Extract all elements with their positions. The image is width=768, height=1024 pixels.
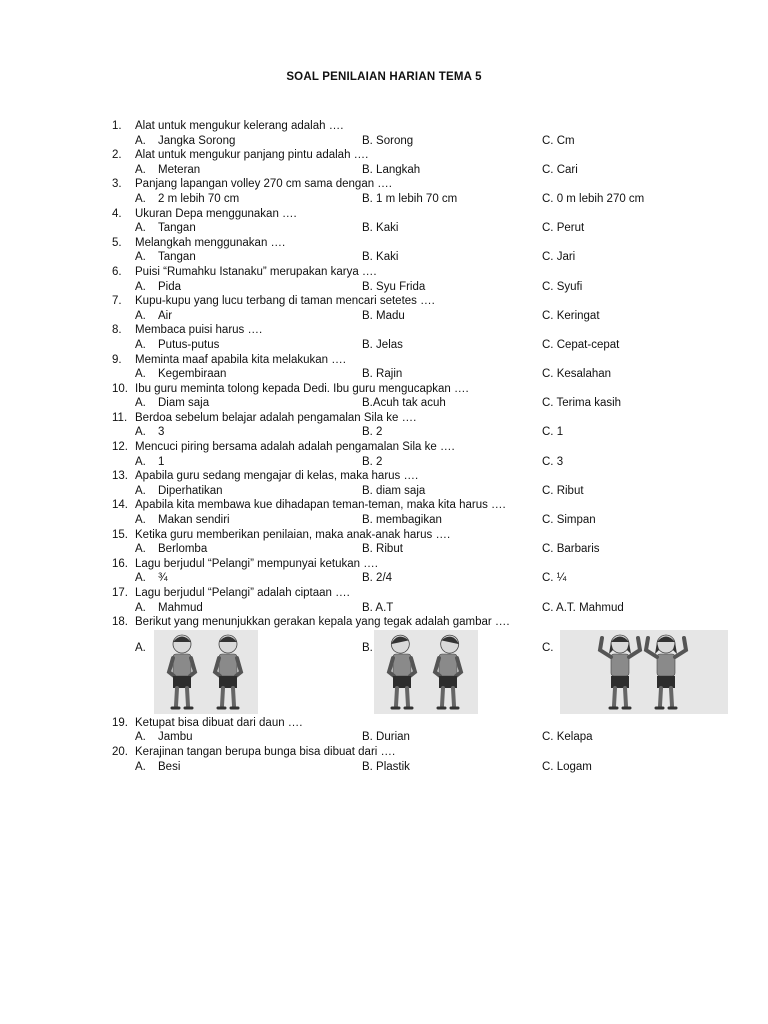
option-a-prefix: A. [135,731,146,744]
question-number: 1. [112,120,122,132]
option-b: B. 2 [362,426,383,439]
option-a: Berlomba [158,543,208,556]
question-row [112,382,752,397]
option-b: B. Kaki [362,251,399,264]
question-text: Ibu guru meminta tolong kepada Dedi. Ibu guru mengucapkan …. [135,382,469,395]
question-text: Lagu berjudul “Pelangi” adalah ciptaan …. [135,587,350,599]
answer-options [112,571,752,586]
option-c: C. Logam [542,760,592,773]
question-number: 11. [112,411,128,424]
question-text: Alat untuk mengukur panjang pintu adalah …. [135,149,369,162]
question-number: 14. [112,499,128,512]
question-text: Berikut yang menunjukkan gerakan kepala yang tegak adalah gambar …. [135,616,510,629]
option-c: C. 0 m lebih 270 cm [542,192,645,205]
option-b: B. Rajin [362,368,403,381]
option-a: Jangka Sorong [158,134,236,147]
option-a: Mahmud [158,601,203,614]
question-row [112,119,752,134]
question-text: Lagu berjudul “Pelangi” mempunyai ketukan …. [135,557,378,570]
question-number: 15. [112,528,128,541]
option-a-prefix: A. [135,368,146,381]
question-text: Puisi “Rumahku Istanaku” merupakan karya …. [135,265,377,278]
option-c: C. Cm [542,134,575,147]
question-row [112,207,752,222]
answer-options [112,455,752,470]
question-text: Membaca puisi harus …. [135,324,263,337]
picture-option-label: B. [362,641,373,654]
answer-options [112,338,752,353]
option-b: B. Langkah [362,163,421,176]
option-b: B. 2/4 [362,572,393,585]
option-a-prefix: A. [135,192,146,205]
option-a-prefix: A. [135,484,146,497]
answer-options [112,425,752,440]
option-a-prefix: A. [135,397,146,410]
question-text: Ketika guru memberikan penilaian, maka anak-anak harus …. [135,528,451,541]
answer-options [112,134,752,149]
answer-options [112,601,752,616]
option-a: Air [158,309,173,322]
question-number: 17. [112,587,128,599]
option-a: Diperhatikan [158,484,223,497]
option-a-prefix: A. [135,134,146,147]
question-number: 4. [112,207,122,220]
option-a: Putus-putus [158,338,220,351]
page-title: SOAL PENILAIAN HARIAN TEMA 5 [286,71,482,83]
option-c: C. Cari [542,163,578,176]
option-a-prefix: A. [135,280,146,293]
option-a: 2 m lebih 70 cm [158,192,240,205]
answer-options [112,484,752,499]
answer-options [112,250,752,265]
question-row [112,586,752,601]
question-row [112,745,752,760]
option-c: C. Keringat [542,309,600,322]
question-row [112,557,752,572]
option-a-prefix: A. [135,543,146,556]
option-c: C. Jari [542,251,576,264]
question-number: 6. [112,265,122,278]
question-text: Melangkah menggunakan …. [135,236,286,249]
question-row [112,615,752,630]
option-a: 3 [158,426,165,439]
children-posture-illustration [374,630,478,714]
question-text: Panjang lapangan volley 270 cm sama dengan …. [135,178,393,191]
option-b: B.Acuh tak acuh [362,397,446,410]
question-number: 20. [112,745,128,758]
option-a-prefix: A. [135,251,146,264]
question-row [112,323,752,338]
option-c: C. Cepat-cepat [542,338,620,351]
option-a-prefix: A. [135,222,146,235]
question-text: Ukuran Depa menggunakan …. [135,207,297,220]
question-text: Kerajinan tangan berupa bunga bisa dibuat dari …. [135,745,396,758]
answer-options [112,542,752,557]
option-c: C. Barbaris [542,543,600,556]
option-b: B. Ribut [362,543,403,556]
answer-options [112,730,752,745]
answer-options [112,280,752,295]
option-a-prefix: A. [135,760,146,773]
option-c: C. Ribut [542,484,584,497]
question-number: 9. [112,353,122,366]
question-row [112,294,752,309]
question-row [112,236,752,251]
question-number: 7. [112,295,122,308]
option-a-prefix: A. [135,514,146,527]
children-posture-illustration [154,630,258,714]
question-text: Alat untuk mengukur kelerang adalah …. [135,120,344,132]
question-row [112,177,752,192]
option-c: C. 3 [542,455,564,468]
option-a-prefix: A. [135,601,146,614]
question-row [112,716,752,731]
option-b: B. A.T [362,601,394,614]
question-number: 10. [112,382,128,395]
option-a-prefix: A. [135,455,146,468]
option-b: B. Durian [362,731,410,744]
option-c: C. Perut [542,222,585,235]
option-a: Jambu [158,731,193,744]
option-a: Makan sendiri [158,514,230,527]
option-b: B. Madu [362,309,405,322]
option-b: B. Syu Frida [362,280,426,293]
option-b: B. Kaki [362,222,399,235]
question-row [112,265,752,280]
option-b: B. 2 [362,455,383,468]
answer-options [112,396,752,411]
question-number: 8. [112,324,122,337]
question-row [112,353,752,368]
question-number: 18. [112,616,128,629]
option-a-prefix: A. [135,309,146,322]
question-row [112,498,752,513]
answer-options [112,163,752,178]
option-b: B. Plastik [362,760,410,773]
answer-options [112,309,752,324]
option-b: B. diam saja [362,484,426,497]
answer-options [112,221,752,236]
answer-options [112,367,752,382]
question-text: Ketupat bisa dibuat dari daun …. [135,716,303,729]
question-number: 16. [112,557,128,570]
question-row [112,469,752,484]
option-c: C. Kesalahan [542,368,612,381]
option-a: Kegembiraan [158,368,227,381]
option-a: Tangan [158,251,196,264]
question-number: 19. [112,716,128,729]
question-number: 3. [112,178,122,191]
question-row [112,148,752,163]
option-c: C. Kelapa [542,731,593,744]
option-a-prefix: A. [135,338,146,351]
option-a: Besi [158,760,181,773]
answer-options [112,760,752,775]
option-c: C. Terima kasih [542,397,622,410]
option-a: Meteran [158,163,201,176]
option-b: B. Jelas [362,338,403,351]
option-c: C. Simpan [542,514,596,527]
option-a-prefix: A. [135,572,146,585]
children-posture-illustration [560,630,728,714]
question-number: 12. [112,441,128,454]
answer-options [112,192,752,207]
option-a: Tangan [158,222,196,235]
question-text: Apabila guru sedang mengajar di kelas, maka harus …. [135,470,419,483]
option-a: 1 [158,455,165,468]
picture-option-label: C. [542,641,554,654]
question-row [112,528,752,543]
question-list [112,119,752,774]
question-number: 2. [112,149,122,162]
question-row [112,411,752,426]
question-text: Berdoa sebelum belajar adalah pengamalan Sila ke …. [135,411,417,424]
option-c: C. Syufi [542,280,583,293]
option-c: C. ¼ [542,572,567,585]
answer-options [112,513,752,528]
option-c: C. 1 [542,426,564,439]
question-number: 5. [112,236,122,249]
option-b: B. 1 m lebih 70 cm [362,192,458,205]
question-text: Mencuci piring bersama adalah adalah pengamalan Sila ke …. [135,441,455,454]
option-b: B. Sorong [362,134,414,147]
option-a: Pida [158,280,182,293]
option-a-prefix: A. [135,426,146,439]
option-b: B. membagikan [362,514,442,527]
option-c: C. A.T. Mahmud [542,601,624,614]
option-a-prefix: A. [135,163,146,176]
picture-option-label: A. [135,641,146,654]
question-number: 13. [112,470,128,483]
option-a: Diam saja [158,397,210,410]
option-a: ¾ [158,572,168,585]
question-text: Kupu-kupu yang lucu terbang di taman mencari setetes …. [135,295,435,308]
picture-options [112,630,752,716]
question-text: Apabila kita membawa kue dihadapan teman-teman, maka kita harus …. [135,499,506,512]
question-row [112,440,752,455]
question-text: Meminta maaf apabila kita melakukan …. [135,353,346,366]
